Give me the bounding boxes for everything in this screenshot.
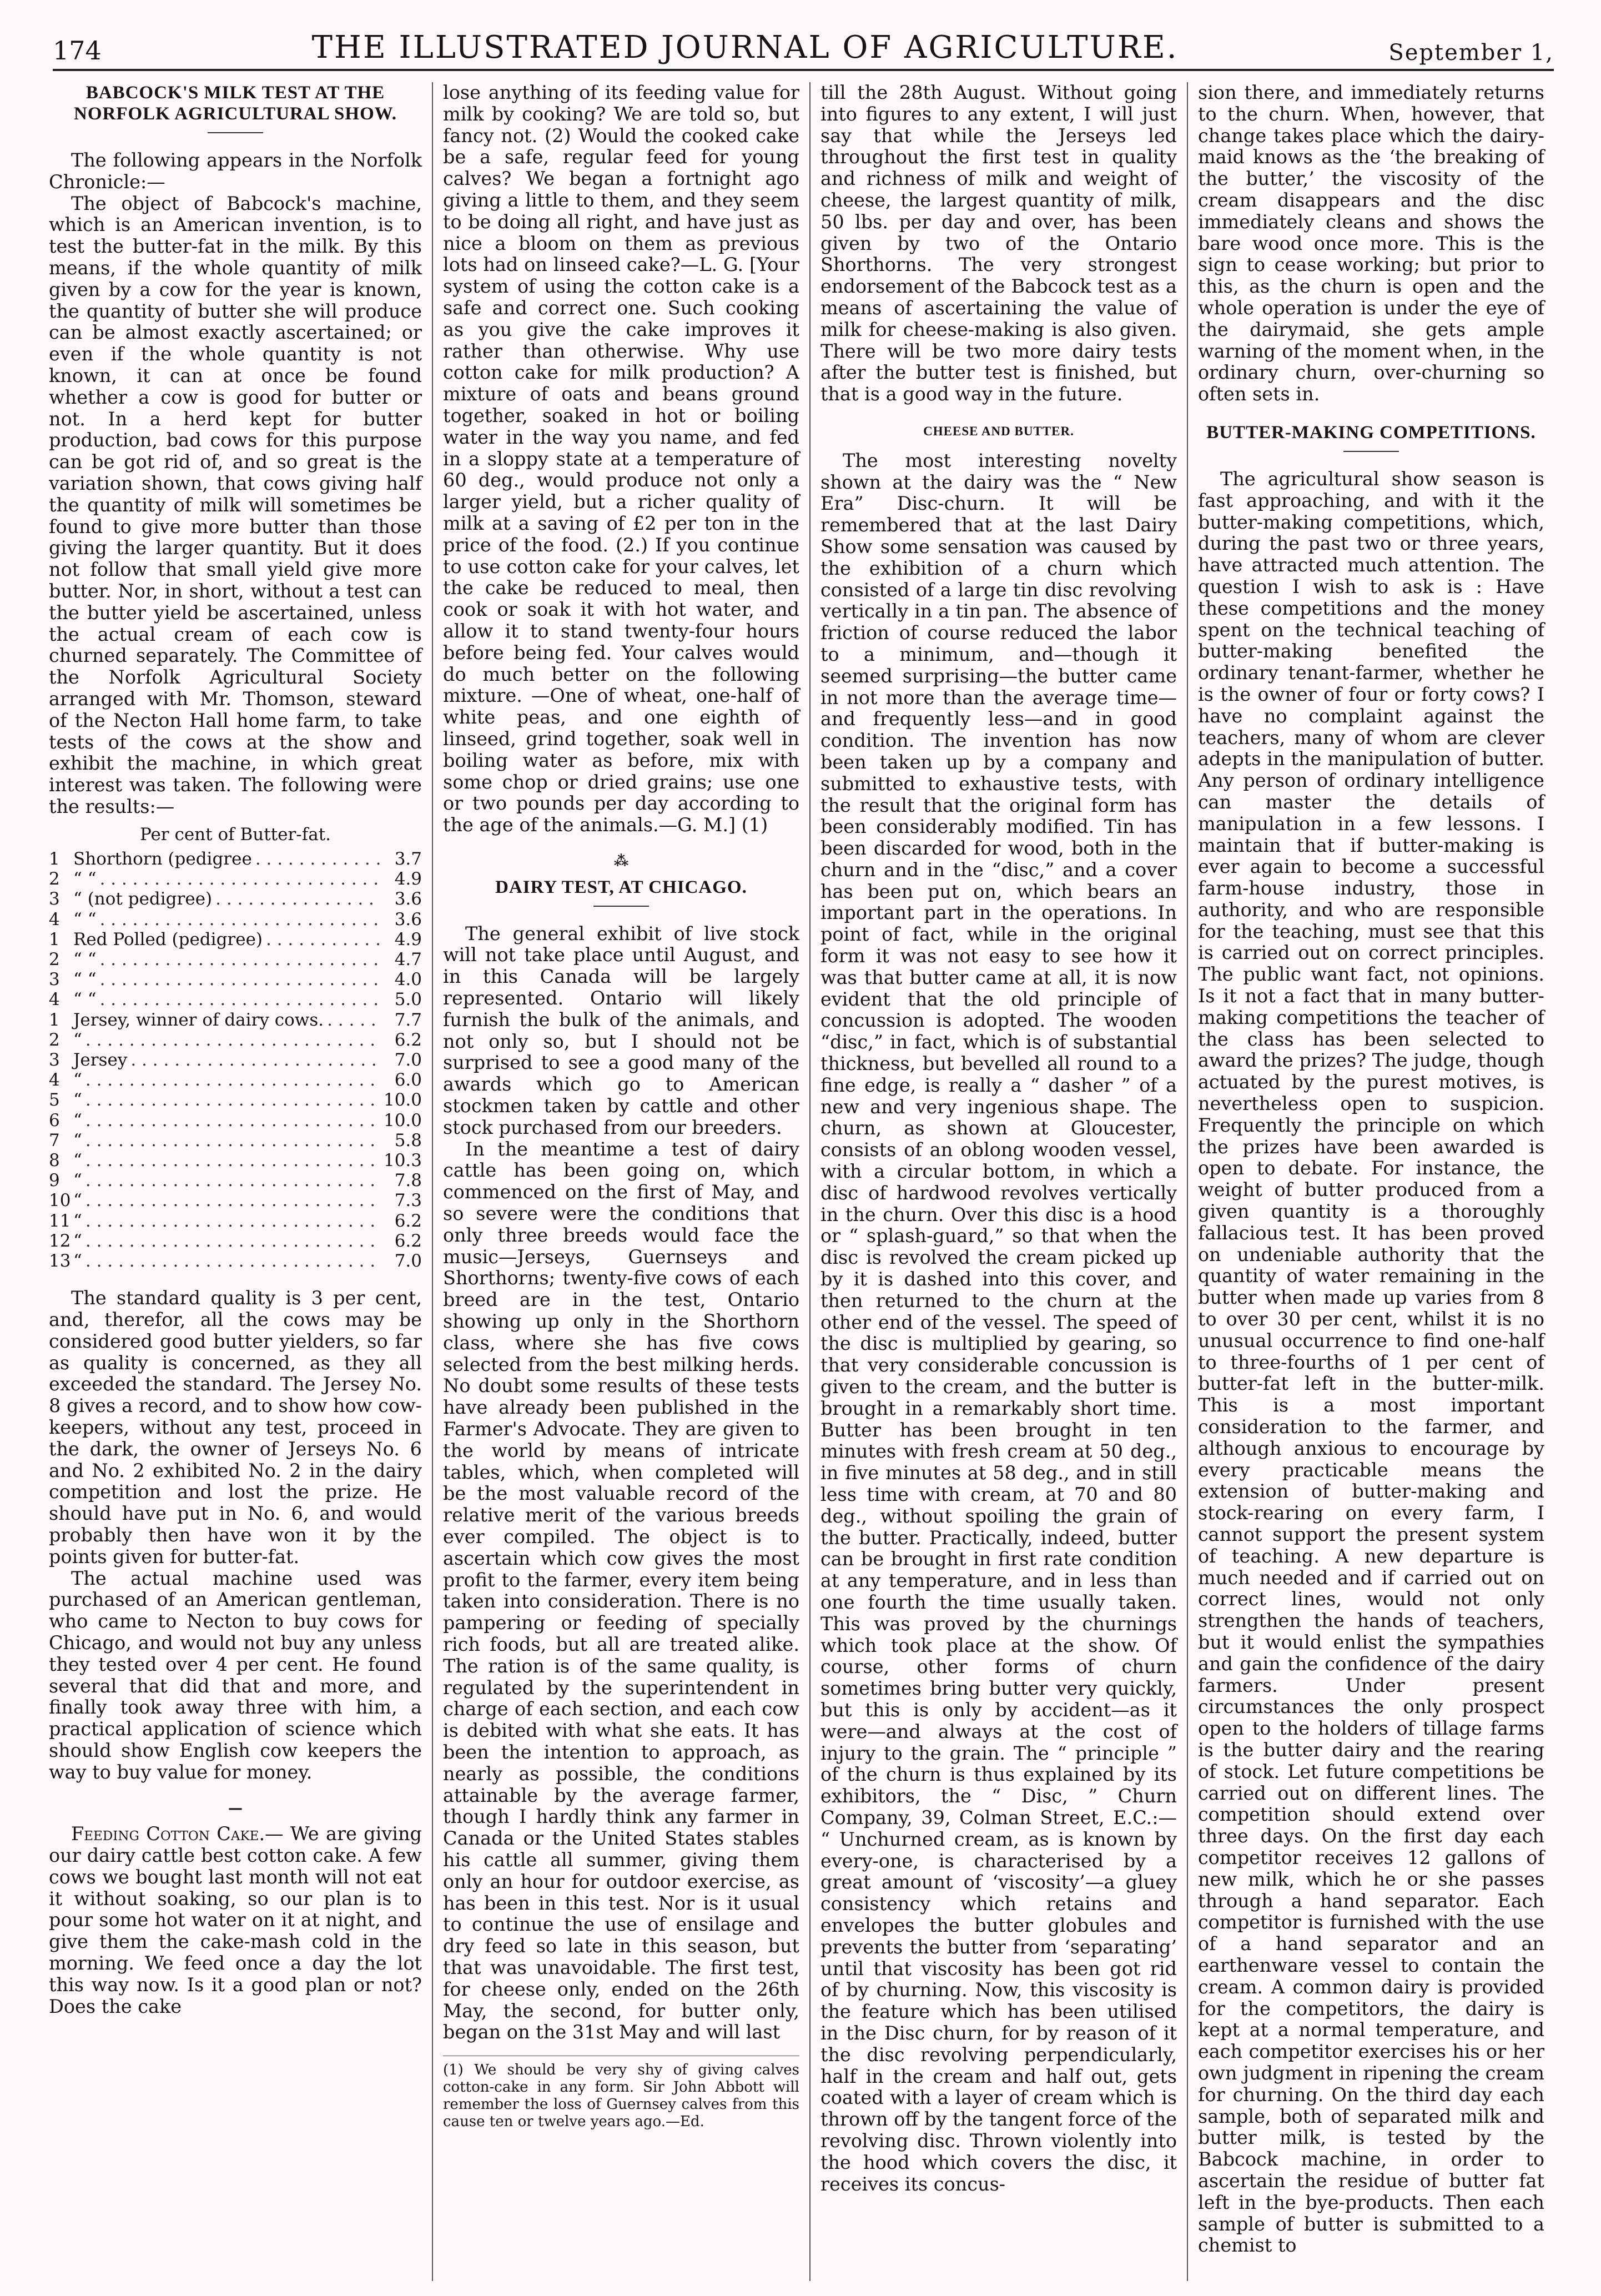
- butter-fat-row: [49, 869, 422, 889]
- section-ornament: ⁂: [613, 852, 629, 870]
- row-number: 3: [49, 889, 60, 910]
- row-number: 7: [49, 1130, 60, 1150]
- cheese-butter-title: CHEESE AND BUTTER.: [923, 424, 1074, 438]
- butter-fat-row: [49, 989, 422, 1009]
- dairy-test-paragraph-1: The general exhibit of live stock will not take place until August, and in this Canada will be largely represented. Ontario will likely furnish the bulk of the animals, and not only so, but I should not be surprised to see a good many of the awards which go to American stockmen taken by cattle and other stock purchased from our breeders.: [443, 922, 799, 1138]
- leader-dots: [85, 1251, 380, 1271]
- divider-rule: [208, 132, 263, 133]
- babcock-paragraph-2: The standard quality is 3 per cent, and, therefor, all the cows may be considered good butter yielders, so far as quality is concerned, as they all exceeded the standard. The Jersey No. 8 gives a record, and to show how cow-keepers, without any test, proceed in the dark, the owner of Jerseys No. 6 and No. 2 exhibited No. 2 in the dairy competition and lost the prize. He should have put in No. 6, and would probably then have won it by the points given for butter-fat.: [49, 1287, 422, 1567]
- row-number: 8: [49, 1150, 60, 1170]
- section-ornament: —: [228, 1800, 243, 1817]
- leader-dots: [85, 1190, 380, 1210]
- page-number: 174: [53, 36, 102, 66]
- leader-dots: [85, 1131, 380, 1150]
- feeding-cotton-cake-paragraph: [49, 1823, 422, 2017]
- leader-dots: [100, 969, 380, 989]
- butter-fat-value: 5.8: [394, 1130, 422, 1150]
- breed-label: Red Polled (pedigree): [73, 929, 263, 949]
- spacer: [49, 1271, 422, 1288]
- row-number: 4: [49, 909, 60, 930]
- leader-dots: [266, 930, 380, 949]
- butter-fat-table-rows: [49, 849, 422, 1271]
- editor-footnote: (1) We should be very shy of giving calves cotton-cake in any form. Sir John Abbott will remember the loss of Guernsey calves from this cause ten or twelve years ago.—Ed.: [443, 2056, 799, 2131]
- leader-dots: [215, 889, 380, 909]
- column-2: [432, 82, 809, 2281]
- leader-dots: [100, 989, 380, 1009]
- butter-fat-row: [49, 1070, 422, 1090]
- butter-fat-value: 4.9: [394, 869, 422, 890]
- butter-fat-value: 7.8: [394, 1170, 422, 1191]
- breed-label: Jersey: [73, 1049, 128, 1070]
- butter-fat-row: [49, 1231, 422, 1251]
- row-number: 2: [49, 949, 60, 969]
- butter-fat-value: 7.7: [394, 1009, 422, 1030]
- butter-fat-value: 4.0: [394, 969, 422, 990]
- butter-fat-value: 5.0: [394, 989, 422, 1010]
- leader-dots: [100, 869, 380, 889]
- row-number: 10: [49, 1190, 71, 1211]
- row-number: 4: [49, 989, 60, 1010]
- breed-label: “: [73, 1090, 82, 1111]
- butter-fat-value: 6.2: [394, 1230, 422, 1251]
- breed-label: “: [73, 1230, 82, 1251]
- breed-label: “: [73, 1190, 82, 1211]
- breed-label: “ “: [73, 909, 97, 930]
- butter-fat-value: 6.2: [394, 1029, 422, 1050]
- babcock-article-title: BABCOCK'S MILK TEST AT THE NORFOLK AGRICULTURAL SHOW.: [74, 83, 397, 124]
- babcock-paragraph-3: The actual machine used was purchased of an American gentleman, who came to Necton to buy cows for Chicago, and would not buy any unless they tested over 4 per cent. He found several that did that and more, and finally took away three with him, a practical application of science which should show English cow keepers the way to buy value for money.: [49, 1567, 422, 1783]
- butter-fat-row: [49, 1010, 422, 1030]
- butter-fat-row: [49, 930, 422, 949]
- row-number: 1: [49, 929, 60, 949]
- journal-title: THE ILLUSTRATED JOURNAL OF AGRICULTURE.: [311, 29, 1179, 66]
- leader-dots: [85, 1170, 380, 1190]
- divider-rule: [593, 906, 649, 907]
- butter-fat-value: 4.9: [394, 929, 422, 949]
- butter-fat-row: [49, 1170, 422, 1190]
- breed-label: “ (not pedigree): [73, 889, 213, 910]
- divider-rule: [1343, 451, 1399, 452]
- butter-fat-row: [49, 910, 422, 930]
- butter-fat-row: [49, 889, 422, 909]
- cheese-butter-paragraph: The most interesting novelty shown at the dairy was the “ New Era” Disc-churn. It will be remembered that at the last Dairy Show some sensation was caused by the exhibition of a churn which consisted of a large tin disc revolving vertically in a tin pan. The absence of friction of course reduced the labor to a minimum, and—though it seemed surprising—the butter came in not more than the average time—and frequently less—and in good condition. The invention has now been taken up by a company and submitted to exhaustive tests, with the result that the original form has been considerably modified. Tin has been discarded for wood, both in the churn and in the “disc,” and a cover has been put on, which bears an important part in the operations. In point of fact, while in the original form it was not easy to see how it was that butter came at all, it is now evident that the old principle of concussion is adopted. The wooden “disc,” in fact, which is of substantial thickness, but bevelled all round to a fine edge, is really a “ dasher ” of a new and very ingenious shape. The churn, as shown at Gloucester, consists of an oblong wooden vessel, with a circular bottom, in which a disc of hardwood revolves vertically in the churn. Over this disc is a hood or “ splash-guard,” so that when the disc is revolved the cream picked up by it is dashed into this cover, and then returned to the churn at the other end of the vessel. The speed of the disc is multiplied by gearing, so that very considerable concussion is given to the cream, and the butter is brought in a remarkably short time. Butter has been brought in ten minutes with fresh cream at 50 deg., in five minutes at 58 deg., and in still less time with cream, at 70 and 80 deg., without spoiling the grain of the butter. Practically, indeed, butter can be brought in first rate condition at any temperature, and in less than one fourth the time usually taken. This was proved by the churnings which took place at the show. Of course, other forms of churn sometimes bring butter very quickly, but this is only by accident—as it were—and always at the cost of injury to the grain. The “ principle ” of the churn is thus explained by its exhibitors, the “ Disc, ” Churn Company, 39, Colman Street, E.C.:— “ Unchurned cream, as is known by every-one, is characterised by a great amount of ‘viscosity’—a gluey consistency which retains and envelopes the butter globules and prevents the butter from ‘separating’ until that viscosity has been got rid of by churning. Now, this viscosity is the feature which has been utilised in the Disc churn, for by reason of it the disc revolving perpendicularly, half in the cream and half out, gets coated with a layer of cream which is thrown off by the tangent force of the revolving disc. Thrown violently into the hood which covers the disc, it receives its concus-: [820, 449, 1177, 2195]
- leader-dots: [100, 949, 380, 969]
- butter-fat-value: 7.0: [394, 1049, 422, 1070]
- page-header: [53, 21, 1554, 71]
- butter-fat-value: 3.6: [394, 889, 422, 910]
- row-number: 5: [49, 1090, 60, 1111]
- butter-fat-value: 4.7: [394, 949, 422, 969]
- leader-dots: [85, 1030, 380, 1050]
- row-number: 11: [49, 1210, 71, 1231]
- butter-fat-row: [49, 1150, 422, 1170]
- butter-fat-value: 7.0: [394, 1250, 422, 1271]
- butter-fat-row: [49, 1211, 422, 1231]
- row-number: 2: [49, 869, 60, 890]
- butter-making-title: BUTTER-MAKING COMPETITIONS.: [1206, 422, 1536, 443]
- breed-label: “: [73, 1210, 82, 1231]
- spacer: [1198, 405, 1544, 422]
- breed-label: “: [73, 1070, 82, 1091]
- butter-fat-row: [49, 1190, 422, 1210]
- leader-dots: [85, 1150, 380, 1170]
- column-1: [49, 82, 432, 2281]
- column-3: [809, 82, 1187, 2281]
- leader-dots: [85, 1111, 380, 1131]
- leader-dots: [130, 1050, 380, 1070]
- article-columns: [49, 82, 1554, 2281]
- butter-fat-row: [49, 1090, 422, 1110]
- leader-dots: [85, 1231, 380, 1251]
- breed-label: Shorthorn (pedigree: [73, 848, 252, 869]
- leader-dots: [255, 849, 380, 869]
- butter-fat-value: 10.0: [383, 1090, 422, 1111]
- butter-fat-row: [49, 1030, 422, 1050]
- butter-fat-value: 10.3: [383, 1150, 422, 1170]
- breed-label: “: [73, 1250, 82, 1271]
- row-number: 1: [49, 1009, 60, 1030]
- dairy-test-paragraph-2: In the meantime a test of dairy cattle has been going on, which commenced on the first of May, and so severe were the conditions that only three breeds would face the music—Jerseys, Guernseys and Shorthorns; twenty-five cows of each breed are in the test, Ontario showing up only in the Shorthorn class, where she has five cows selected from the best milking herds. No doubt some results of these tests have already been published in the Farmer's Advocate. They are given to the world by means of intricate tables, which, when completed will be the most valuable record of the relative merit of the various breeds ever compiled. The object is to ascertain which cow gives the most profit to the farmer, every item being taken into consideration. There is no pampering or feeding of specially rich foods, but all are treated alike. The ration is of the same quality, is regulated by the superintendent in charge of each section, and each cow is debited with what she eats. It has been the intention to approach, as nearly as possible, the conditions attainable by the average farmer, though I hardly think any farmer in Canada or the United States stables his cattle all summer, giving them only an hour for outdoor exercise, as has been in this test. Nor is it usual to continue the use of ensilage and dry feed so late in this season, but that was unavoidable. The first test, for cheese only, ended on the 26th May, the second, for butter only, began on the 31st May and will last: [443, 1138, 799, 2043]
- butter-fat-value: 6.0: [394, 1070, 422, 1091]
- feeding-reply-paragraph: lose anything of its feeding value for milk by cooking? We are told so, but fancy not. (2) Would the cooked cake be a safe, regular feed for young calves? We began a fortnight ago giving a little to them, and they seem to be doing all right, and have just as nice a bloom on them as previous lots had on linseed cake?—L. G. [Your system of using the cotton cake is a safe and correct one. Such cooking as you give the cake improves it rather than otherwise. Why use cotton cake for milk production? A mixture of oats and beans ground together, soaked in hot or boiling water in the way you name, and fed in a sloppy state at a temperature of 60 deg., would produce not only a larger yield, but a richer quality of milk at a saving of £2 per ton in the price of the food. (2.) If you continue to use cotton cake for your calves, let the cake be reduced to meal, then cook or soak it with hot water, and allow it to stand twenty-four hours before being fed. Your calves would do much better on the following mixture. —One of wheat, one-half of white peas, and one eighth of linseed, grind together, soak well in boiling water as before, mix with some chop or dried grains; use one or two pounds per day according to the age of the animals.—G. M.] (1): [443, 82, 799, 836]
- butter-fat-row: [49, 1111, 422, 1131]
- row-number: 4: [49, 1070, 60, 1091]
- breed-label: “: [73, 1029, 82, 1050]
- butter-fat-value: 6.2: [394, 1210, 422, 1231]
- leader-dots: [85, 1090, 380, 1110]
- butter-fat-row: [49, 849, 422, 869]
- butter-fat-row: [49, 1050, 422, 1070]
- row-number: 1: [49, 848, 60, 869]
- butter-fat-value: 10.0: [383, 1110, 422, 1131]
- row-number: 2: [49, 1029, 60, 1050]
- feeding-cotton-cake-title: Feeding Cotton Cake.—: [71, 1823, 284, 1845]
- butter-fat-value: 3.7: [394, 848, 422, 869]
- leader-dots: [327, 1010, 380, 1030]
- dairy-test-title: DAIRY TEST, AT CHICAGO.: [495, 877, 747, 897]
- breed-label: “: [73, 1170, 82, 1191]
- butter-fat-row: [49, 949, 422, 969]
- butter-fat-table: [49, 825, 422, 1271]
- breed-label: “ “: [73, 989, 97, 1010]
- butter-fat-row: [49, 1251, 422, 1271]
- cheese-butter-continued: sion there, and immediately returns to the churn. When, however, that change takes place which the dairy-maid knows as the ‘the breaking of the butter,’ the viscosity of the cream disappears and the disc immediately cleans and shows the bare wood once more. This is the sign to cease working; but prior to this, as the churn is open and the whole operation is under the eye of the dairymaid, she gets ample warning of the moment when, in the ordinary churn, over-churning so often sets in.: [1198, 82, 1544, 405]
- breed-label: Jersey, winner of dairy cows.: [73, 1009, 324, 1030]
- leader-dots: [85, 1070, 380, 1090]
- row-number: 12: [49, 1230, 71, 1251]
- column-4: [1187, 82, 1554, 2281]
- butter-fat-row: [49, 969, 422, 989]
- babcock-paragraph-1: The object of Babcock's machine, which is an American invention, is to test the butter-fat in the milk. By this means, if the whole quantity of milk given by a cow for the year is known, the quantity of butter she will produce can be almost exactly ascertained; or even if the whole quantity is not known, it can at once be found whether a cow is good for butter or not. In a herd kept for butter production, bad cows for this purpose can be got rid of, and so great is the variation shown, that cows giving half the quantity of milk will sometimes be found to give more butter than those giving the larger quantity. But it does not follow that small yield give more butter. Nor, in short, without a test can the butter yield be ascertained, unless the actual cream of each cow is churned separately. The Committee of the Norfolk Agricultural Society arranged with Mr. Thomson, steward of the Necton Hall home farm, to take tests of the cows at the show and exhibit the machine, in which great interest was taken. The following were the results:—: [49, 192, 422, 817]
- row-number: 3: [49, 1049, 60, 1070]
- butter-fat-table-caption: Per cent of Butter-fat.: [139, 824, 331, 845]
- issue-date: September 1,: [1388, 40, 1554, 66]
- row-number: 13: [49, 1250, 71, 1271]
- breed-label: “ “: [73, 869, 97, 890]
- leader-dots: [100, 910, 380, 930]
- row-number: 9: [49, 1170, 60, 1191]
- babcock-intro: The following appears in the Norfolk Chronicle:—: [49, 149, 422, 193]
- breed-label: “: [73, 1130, 82, 1150]
- row-number: 3: [49, 969, 60, 990]
- butter-making-paragraph: The agricultural show season is fast approaching, and with it the butter-making competitions, which, during the past two or three years, have attracted much attention. The question I wish to ask is : Have these competitions and the money spent on the technical teaching of butter-making benefited the ordinary tenant-farmer, whether he is the owner of four or forty cows? I have no complaint against the teachers, many of whom are clever adepts in the manipulation of butter. Any person of ordinary intelligence can master the details of manipulation in a few lessons. I maintain that if butter-making is ever again to become a successful farm-house industry, those in authority, and who are responsible for the teaching, must see that this is carried out on correct principles. The public want fact, not opinions. Is it not a fact that in many butter-making competitions the teacher of the class has been selected to award the prizes? The judge, though actuated by the purest motives, is nevertheless open to suspicion. Frequently the principle on which the prizes have been awarded is open to debate. For instance, the weight of butter produced from a given quantity is a thoroughly fallacious test. It has been proved on undeniable authority that the quantity of water remaining in the butter when made up varies from 8 to over 30 per cent, whilst it is no unusual occurrence to find one-half to three-fourths of 1 per cent of butter-fat left in the butter-milk. This is a most important consideration to the farmer, and although anxious to encourage by every practicable means the extension of butter-making and stock-rearing on every farm, I cannot support the present system of teaching. A new departure is much needed and if carried out on correct lines, would not only strengthen the hands of teachers, but it would enlist the sympathies and gain the confidence of the dairy farmers. Under present circumstances the only prospect open to the holders of tillage farms is the butter dairy and the rearing of stock. Let future competitions be carried out on different lines. The competition should extend over three days. On the first day each competitor receives 12 gallons of new milk, which he or she passes through a hand separator. Each competitor is furnished with the use of a hand separator and an earthenware vessel to contain the cream. A common dairy is provided for the competitors, the dairy is kept at a normal temperature, and each competitor exercises his or her own judgment in ripening the cream for churning. On the third day each sample, both of separated milk and butter milk, is tested by the Babcock machine, in order to ascertain the residue of butter fat left in the bye-products. Then each sample of butter is submitted to a chemist to: [1198, 468, 1544, 2257]
- butter-fat-value: 3.6: [394, 909, 422, 930]
- butter-fat-value: 7.3: [394, 1190, 422, 1211]
- breed-label: “ “: [73, 949, 97, 969]
- butter-fat-row: [49, 1131, 422, 1150]
- row-number: 6: [49, 1110, 60, 1131]
- feeding-cotton-cake-text: We are giving our dairy cattle best cotton cake. A few cows we bought last month will not eat it without soaking, so our plan is to pour some hot water on it at night, and give them the cake-mash cold in the morning. We feed once a day the lot this way now. Is it a good plan or not? Does the cake: [49, 1823, 422, 2017]
- leader-dots: [85, 1211, 380, 1231]
- breed-label: “: [73, 1150, 82, 1170]
- dairy-test-continued: till the 28th August. Without going into figures to any extent, I will just say that while the Jerseys led throughout the first test in quality and richness of milk and weight of cheese, the largest quantity of milk, 50 lbs. per day and over, has been given by two of the Ontario Shorthorns. The very strongest endorsement of the Babcock test as a means of ascertaining the value of milk for cheese-making is also given. There will be two more dairy tests after the butter test is finished, but that is a good way in the future.: [820, 82, 1177, 405]
- breed-label: “: [73, 1110, 82, 1131]
- breed-label: “ “: [73, 969, 97, 990]
